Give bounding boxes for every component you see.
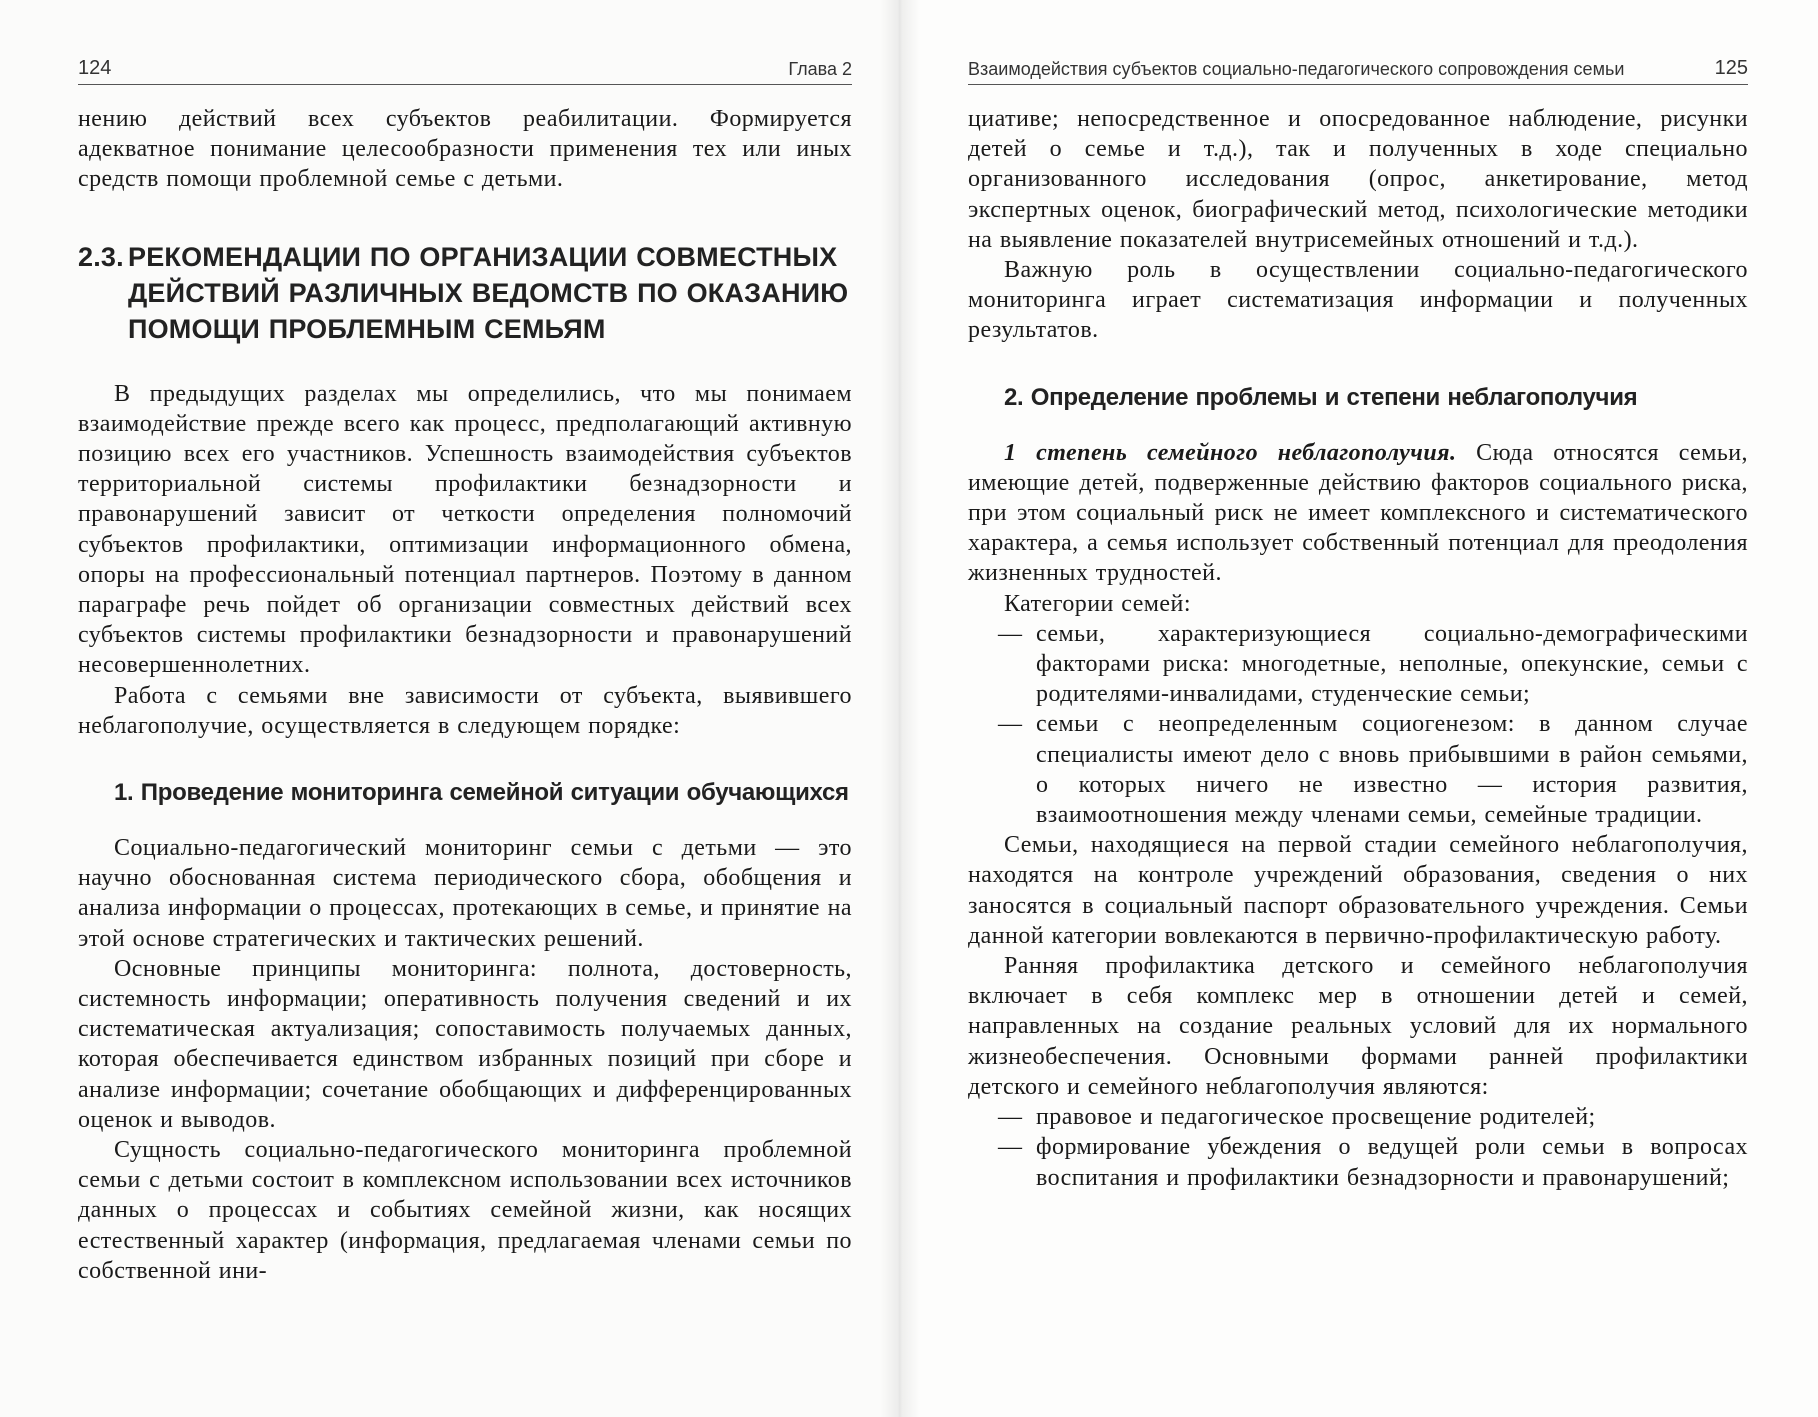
categories-label: Категории семей: [1004,590,1191,617]
subheading-monitoring: 1. Проведение мониторинга семейной ситуации обучающихся [114,779,849,807]
paragraph: В предыдущих разделах мы определились, что мы понимаем взаимодействие прежде всего как процесс, предполагающий активную позицию всех его участников. Успешность взаимодействия субъектов территориальной системы профилактики безнадзорности и правонарушений зависит от четкости определения полномочий субъектов профилактики, оптимизации информационного обмена, опоры на профессиональный потенциал партнеров. Поэтому в данном параграфе речь пойдет об организации совместных действий всех субъектов системы профилактики безнадзорности и правонарушений несовершеннолетних. [78,380,852,679]
left-page-content [78,104,852,1286]
list-item: — семьи, характеризующиеся социально-демографическими факторами риска: многодетные, неполные, опекунские, семьи с родителями-инвалидами, студенческие семьи; [968,619,1748,710]
intro-paragraph: нению действий всех субъектов реабилитации. Формируется адекватное понимание целесообразности применения тех или иных средств помощи проблемной семье с детьми. [78,106,852,193]
list-item: — семьи с неопределенным социогенезом: в данном случае специалисты имеют дело с вновь прибывшими в район семьями, о которых ничего не известно — история развития, взаимоотношения между членами семьи, семейные традиции. [968,709,1748,830]
left-chapter-label: Глава 2 [788,59,852,79]
paragraph: Работа с семьями вне зависимости от субъекта, выявившего неблагополучие, осуществляется в следующем порядке: [78,682,852,739]
paragraph: Важную роль в осуществлении социально-педагогического мониторинга играет систематизация информации и полученных результатов. [968,257,1748,344]
degree-text: Сюда относятся семьи, имеющие детей, подверженные действию факторов социального риска, при этом социальный риск не имеет комплексного и систематического характера, а семья использует собственный потенциал для преодоления жизненных трудностей. [968,439,1748,587]
degree-label: 1 степень семейного неблагополучия. [1004,439,1457,466]
paragraph: Социально-педагогический мониторинг семьи с детьми — это научно обоснованная система периодического сбора, обобщения и анализа информации о процессах, протекающих в семье, и принятие на этой основе стратегических и тактических решений. [78,835,852,952]
forms-list [968,1102,1748,1193]
right-running-title: Взаимодействия субъектов социально-педагогического сопровождения семьи [968,59,1625,79]
left-page-number: 124 [78,57,112,79]
left-page [0,0,900,1417]
subheading-problem: 2. Определение проблемы и степени неблагополучия [1004,383,1638,411]
degree-paragraph [968,438,1748,589]
right-running-head [968,52,1748,85]
right-page-content [968,104,1748,1193]
categories-list [968,619,1748,830]
section-title [78,239,852,347]
paragraph: Сущность социально-педагогического мониторинга проблемной семьи с детьми состоит в комплексном использовании всех источников данных о процессах и событиях семейной жизни, как носящих естественный характер (информация, предлагаемая членами семьи по собственной ини- [78,1137,852,1284]
paragraph: Ранняя профилактика детского и семейного неблагополучия включает в себя комплекс мер в отношении детей и семей, направленных на создание реальных условий для их нормального жизнеобеспечения. Основными формами ранней профилактики детского и семейного неблагополучия являются: [968,953,1748,1100]
list-item: — правовое и педагогическое просвещение родителей; [968,1102,1748,1132]
paragraph: Семьи, находящиеся на первой стадии семейного неблагополучия, находятся на контроле учреждений образования, сведения о них заносятся в социальный паспорт образовательного учреждения. Семьи данной категории вовлекаются в первично-профилактическую работу. [968,832,1748,949]
section-number: 2.3. [78,241,124,272]
continuation-paragraph: циативе; непосредственное и опосредованное наблюдение, рисунки детей о семье и т.д.), так и полученных в ходе специально организованного исследования (опрос, анкетирование, метод экспертных оценок, биографический метод, психологические методики на выявление показателей внутрисемейных отношений и т.д.). [968,106,1748,253]
paragraph: Основные принципы мониторинга: полнота, достоверность, системность информации; оперативность получения сведений и их систематическая актуализация; сопоставимость получаемых данных, которая обеспечивается единством избранных позиций при сборе и анализе информации; сочетание обобщающих и дифференцированных оценок и выводов. [78,955,852,1133]
section-title-text: РЕКОМЕНДАЦИИ ПО ОРГАНИЗАЦИИ СОВМЕСТНЫХ ДЕЙСТВИЙ РАЗЛИЧНЫХ ВЕДОМСТВ ПО ОКАЗАНИЮ ПОМОЩИ ПРОБЛЕМНЫМ СЕМЬЯМ [128,241,849,344]
book-gutter [880,0,920,1417]
left-running-head [78,52,852,85]
right-page [900,0,1818,1417]
right-page-number: 125 [1714,57,1748,79]
list-item: — формирование убеждения о ведущей роли семьи в вопросах воспитания и профилактики безнадзорности и правонарушений; [968,1132,1748,1192]
